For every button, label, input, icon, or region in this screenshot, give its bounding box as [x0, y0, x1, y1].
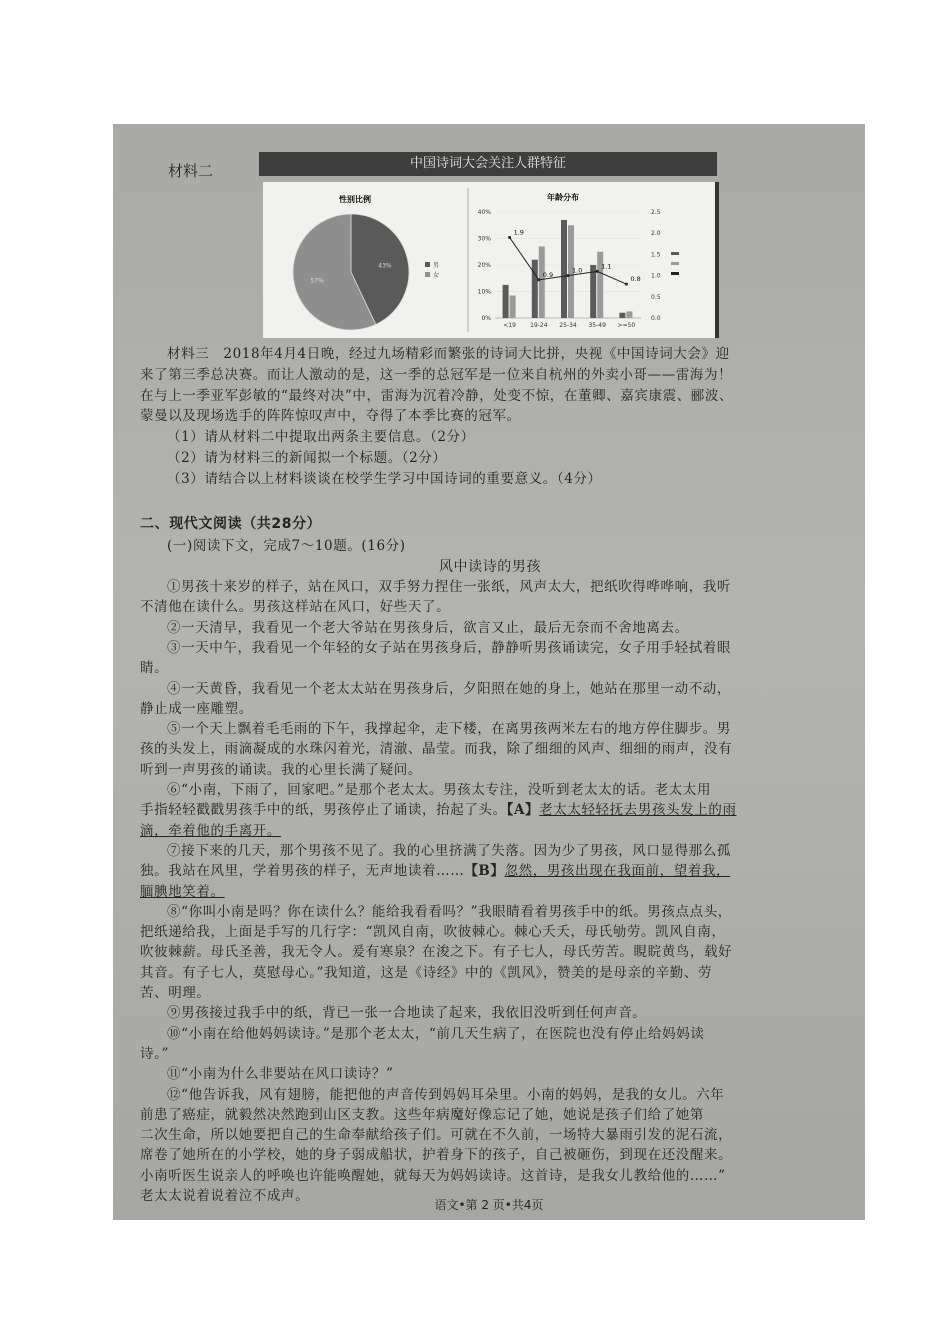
text-line	[140, 1125, 840, 1145]
line-text: 其音。有子七人，莫慰母心。”我知道，这是《诗经》中的《凯风》，赞美的是母亲的辛勤、劳	[140, 964, 713, 981]
line-text: ⑩“小南在给他妈妈读诗。”是那个老太太，“前几天生病了，在医院也没有停止给妈妈读	[167, 1025, 705, 1042]
y-tick-label: 30%	[477, 235, 491, 243]
scanned-page	[113, 124, 865, 1220]
legend-swatch	[671, 262, 679, 265]
text-line	[140, 1003, 865, 1023]
text-line	[140, 1024, 865, 1044]
line-text: 席卷了她所在的小学校，她的身子弱成船状，护着身下的孩子，自己被砸伤，到现在还没醒来。	[140, 1147, 733, 1164]
line-text: 在与上一季亚军彭敏的“最终对决”中，雷海为沉着冷静，处变不惊，在董卿、嘉宾康震、郦波、	[140, 387, 734, 404]
text-line	[140, 780, 865, 800]
line-text: ⑧“你叫小南是吗？你在读什么？能给我看看吗？”我眼睛看着男孩手中的纸。男孩点点头，	[167, 903, 732, 920]
text-line	[140, 679, 865, 699]
y2-tick-label: 0.5	[651, 293, 661, 301]
bar	[590, 265, 596, 318]
line-text: 吹彼棘薪。母氏圣善，我无令人。爰有寒泉？在浚之下。有子七人，母氏劳苦。睍睆黄鸟，载好	[140, 944, 733, 961]
section2-sub: (一)阅读下文，完成7～10题。(16分)	[167, 538, 406, 554]
line-text: 诗。”	[140, 1045, 169, 1062]
line-text: ⑥“小南，下雨了，回家吧。”是那个老太太。男孩太专注，没听到老太太的话。老太太用	[167, 782, 712, 798]
line-text: 不清他在读什么。男孩这样站在风口，好些天了。	[140, 599, 451, 616]
bar-chart	[478, 209, 679, 329]
x-tick-label: 35-49	[588, 322, 606, 329]
y2-tick-label: 2.0	[651, 230, 661, 238]
bar	[503, 285, 509, 318]
text-line	[140, 344, 865, 364]
y2-tick-label: 1.0	[651, 272, 661, 280]
text-line	[140, 406, 840, 426]
text-line	[140, 1145, 840, 1165]
underlined-text: 腼腆地笑着。	[140, 883, 225, 900]
question-mark-label: 【B】	[464, 863, 505, 880]
y-tick-label: 20%	[477, 262, 491, 269]
line-text: ④一天黄昏，我看见一个老太太站在男孩身后，夕阳照在她的身上，她站在那里一动不动，	[167, 680, 731, 697]
bar	[619, 313, 625, 318]
text-line	[140, 618, 865, 638]
text-line	[140, 597, 840, 617]
line-text: （1）请从材料二中提取出两条主要信息。（2分）	[167, 429, 475, 446]
line-text: 睛。	[140, 660, 169, 677]
pie-chart	[293, 214, 409, 330]
text-line	[140, 719, 865, 739]
charts-svg	[263, 182, 715, 338]
data-label: 0.9	[542, 270, 554, 279]
line-text: （2）请为材料三的新闻拟一个标题。（2分）	[167, 450, 447, 466]
text-line	[140, 1085, 865, 1105]
data-label: 1.1	[601, 262, 612, 271]
line-point	[567, 274, 570, 277]
text-line	[140, 1064, 865, 1084]
y-tick-label: 10%	[477, 288, 491, 296]
text-line	[140, 1166, 840, 1186]
line-text: ⑪“小南为什么非要站在风口读诗？”	[167, 1066, 394, 1083]
text-line	[140, 1105, 840, 1125]
bar	[532, 260, 538, 318]
line-text: 蒙曼以及现场选手的阵阵惊叹声中，夺得了本季比赛的冠军。	[140, 408, 521, 425]
line-text: ⑤一个天上飘着毛毛雨的下午，我撑起伞，走下楼，在离男孩两米左右的地方停住脚步。男	[167, 721, 731, 738]
y-tick-label: 0%	[481, 315, 491, 322]
text-line	[140, 386, 840, 406]
y2-tick-label: 0.0	[651, 315, 661, 322]
text-line	[140, 861, 840, 881]
line-text: 手指轻轻戳戳男孩手中的纸，男孩停止了诵读，抬起了头。	[140, 802, 507, 819]
underlined-text: 老太太轻轻抚去男孩头发上的雨	[539, 802, 737, 819]
underlined-text: 忽然，男孩出现在我面前，望着我，	[504, 863, 731, 880]
text-line	[140, 658, 840, 678]
text-line	[140, 699, 840, 719]
line-point	[625, 283, 628, 286]
text-line	[140, 841, 865, 861]
x-tick-label: 25-34	[559, 322, 577, 329]
bar	[626, 311, 632, 318]
y2-tick-label: 1.5	[651, 251, 661, 259]
text-line	[140, 427, 865, 447]
text-line	[140, 365, 840, 385]
line-text: 老太太说着说着泣不成声。	[140, 1188, 310, 1204]
bar	[510, 295, 516, 318]
bar	[539, 246, 545, 318]
line-text: 二次生命，所以她要把自己的生命奉献给孩子们。可就在不久前，一场特大暴雨引发的泥石流，	[140, 1127, 733, 1144]
text-line	[140, 902, 865, 922]
data-label: 0.8	[630, 275, 641, 284]
line-text: （3）请结合以上材料谈谈在校学生学习中国诗词的重要意义。（4分）	[167, 470, 602, 487]
question-mark-label: 【A】	[506, 802, 540, 819]
x-tick-label: >=50	[617, 322, 636, 329]
bar	[561, 220, 567, 318]
line-text: 前患了癌症，就毅然决然跑到山区支教。这些年病魔好像忘记了她，她说是孩子们给了她第	[140, 1106, 704, 1123]
pie-slice-label: 43%	[378, 262, 392, 270]
x-tick-label: 19-24	[530, 322, 548, 329]
legend-swatch	[425, 272, 430, 277]
line-text: 苦、明理。	[140, 985, 211, 1001]
text-line	[140, 638, 865, 658]
text-line	[140, 448, 865, 468]
legend-swatch	[671, 272, 679, 275]
y-tick-label: 40%	[477, 209, 491, 216]
line-text: 小南听医生说亲人的呼唤也许能唤醒她，就每天为妈妈读诗。这首诗，是我女儿教给他的……”	[140, 1167, 726, 1184]
story-title: 风中读诗的男孩	[438, 559, 542, 575]
legend-swatch	[425, 262, 430, 267]
line-text: ⑦接下来的几天，那个男孩不见了。我的心里挤满了失落。因为少了男孩，风口显得那么孤	[167, 842, 731, 859]
section2-heading: 二、现代文阅读（共28分）	[140, 516, 322, 532]
pie-slice-label: 57%	[310, 277, 324, 285]
text-line	[140, 963, 840, 983]
line-text: ⑨男孩接过我手中的纸，背已一张一合地读了起来，我依旧没听到任何声音。	[167, 1005, 647, 1022]
pie-title: 性别比例	[339, 195, 371, 204]
text-line	[140, 983, 840, 1003]
line-text: ③一天中午，我看见一个年轻的女子站在男孩身后，静静听男孩诵读完，女子用手轻拭着眼	[167, 639, 731, 656]
text-line	[140, 800, 840, 820]
data-label: 1.9	[513, 228, 524, 237]
bar-title: 年龄分布	[547, 193, 579, 202]
line-text: ⑫“他告诉我，风有翅膀，能把他的声音传到妈妈耳朵里。小南的妈妈，是我的女儿。六年	[167, 1086, 725, 1103]
text-line	[140, 577, 865, 597]
line-text: 孩的头发上，雨滴凝成的水珠闪着光，清澈、晶莹。而我，除了细细的风声、细细的雨声，没有	[140, 741, 733, 758]
underlined-text: 滴，牵着他的手离开。	[140, 822, 281, 839]
x-tick-label: <19	[503, 322, 516, 329]
chart-panel	[263, 182, 719, 338]
line-point	[537, 278, 540, 281]
line-point	[508, 236, 511, 239]
legend-swatch	[671, 252, 679, 255]
line-text: ②一天清早，我看见一个老大爷站在男孩身后，欲言又止，最后无奈而不舍地离去。	[167, 619, 689, 636]
line-point	[596, 270, 599, 273]
line-text: ①男孩十来岁的样子，站在风口，双手努力捏住一张纸，风声太大，把纸吹得哗哗响，我听	[167, 579, 731, 595]
line-text: 来了第三季总决赛。而让人激动的是，这一季的总冠军是一位来自杭州的外卖小哥——雷海为！	[140, 366, 733, 383]
line-text: 把纸递给我，上面是手写的几行字：“凯风自南，吹彼棘心。棘心夭夭，母氏劬劳。凯风自南，	[140, 924, 726, 941]
text-line	[140, 882, 840, 902]
text-line	[140, 1044, 840, 1064]
chart-banner-title: 中国诗词大会关注人群特征	[259, 152, 717, 176]
legend-label: 女	[433, 272, 440, 279]
text-line	[140, 942, 840, 962]
pie-legend	[425, 261, 439, 279]
y2-tick-label: 2.5	[651, 209, 661, 216]
page-footer: 语文•第 2 页•共4页	[434, 1198, 544, 1212]
line-text: 听到一声男孩的诵读。我的心里长满了疑问。	[140, 761, 422, 778]
line-text: 静止成一座雕塑。	[140, 700, 253, 717]
line-text: 独。我站在风里，学着男孩的样子，无声地读着……	[140, 863, 465, 880]
text-line	[140, 760, 840, 780]
text-line	[140, 469, 865, 489]
line-text: 材料三 2018年4月4日晚，经过九场精彩而繁张的诗词大比拼，央视《中国诗词大会》迎	[167, 346, 730, 362]
legend-label: 男	[433, 262, 440, 269]
text-line	[140, 739, 840, 759]
text-line	[140, 922, 840, 942]
material2-label: 材料二	[168, 162, 214, 180]
text-line	[140, 821, 840, 841]
data-label: 1.0	[572, 266, 583, 275]
